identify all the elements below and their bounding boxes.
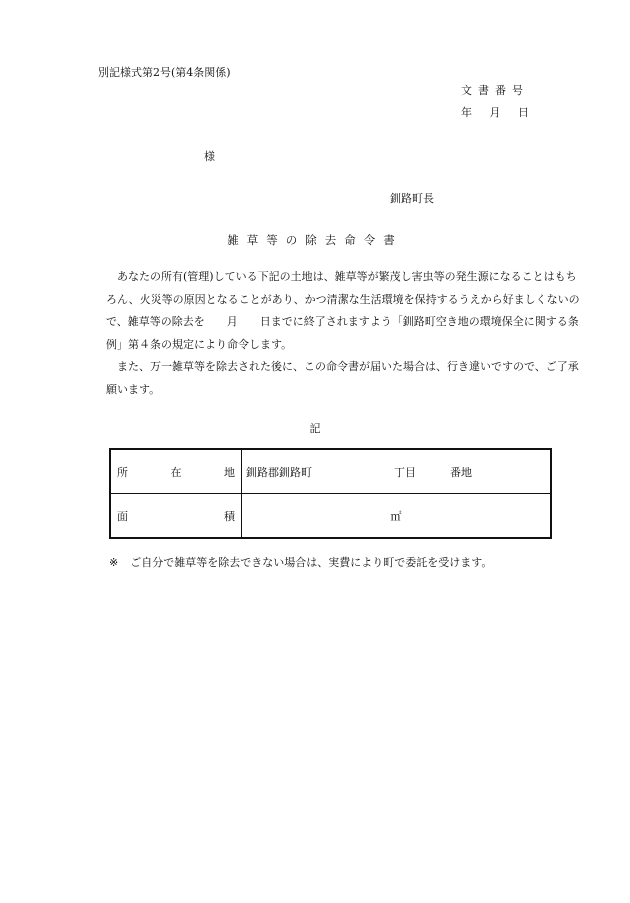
document-number-label: 文書番号 <box>461 84 529 97</box>
body-paragraph-2: また、万一雑草等を除去された後に、この命令書が届いた場合は、行き違いですので、ご了承願います。 <box>106 360 579 396</box>
document-title: 雑草等の除去命令書 <box>227 233 403 247</box>
location-value <box>242 449 552 494</box>
issuer-name: 釧路町長 <box>390 192 434 205</box>
location-chome: 丁目 <box>394 465 416 479</box>
location-prefix: 釧路郡釧路町 <box>246 465 312 479</box>
addressee-label: 様 <box>204 150 215 163</box>
area-unit: ㎡ <box>390 509 402 523</box>
date-label: 年 月 日 <box>461 106 529 119</box>
footnote <box>109 554 492 570</box>
table-row-location <box>110 449 551 494</box>
area-label: 面積 <box>110 494 242 539</box>
details-table <box>109 448 552 539</box>
body-text <box>106 266 586 401</box>
footnote-text: ご自分で雑草等を除去できない場合は、実費により町で委託を受けます。 <box>130 556 493 569</box>
table-row-area <box>110 494 551 539</box>
body-paragraph-1: あなたの所有(管理)している下記の土地は、雑草等が繁茂し害虫等の発生源になることはもちろん、火災等の原因となることがあり、かつ清潔な生活環境を保持するうえから好ましくないので、雑草等の除去を 月 日までに終了されますよう「釧路町空き地の環境保全に関する条例」第４条の規定により命令します。 <box>106 270 580 351</box>
location-banchi: 番地 <box>450 465 472 479</box>
area-value <box>242 494 552 539</box>
location-label: 所在地 <box>110 449 242 494</box>
form-label: 別記様式第2号(第4条関係) <box>98 66 231 79</box>
ki-heading: 記 <box>309 422 321 435</box>
footnote-mark: ※ <box>109 556 119 569</box>
